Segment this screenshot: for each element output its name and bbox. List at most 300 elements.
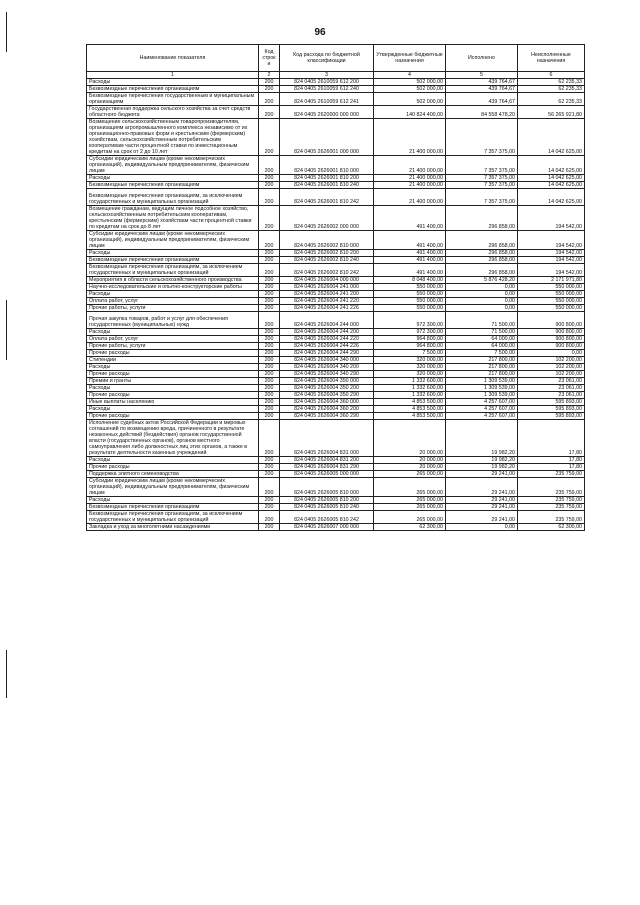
approved-amount: 265 000,00	[374, 504, 446, 511]
budget-code: 824 0405 2626004 000 000	[280, 277, 374, 284]
unexecuted-amount: 56 265 921,80	[518, 106, 585, 119]
unexecuted-amount: 102 200,00	[518, 364, 585, 371]
unexecuted-amount: 235 759,00	[518, 478, 585, 497]
table-row	[87, 277, 585, 284]
approved-amount: 972 300,00	[374, 329, 446, 336]
line-code: 200	[259, 291, 280, 298]
unexecuted-amount: 194 542,00	[518, 257, 585, 264]
table-row	[87, 206, 585, 231]
table-row	[87, 329, 585, 336]
line-code: 200	[259, 378, 280, 385]
executed-amount: 29 241,00	[446, 511, 518, 524]
approved-amount: 320 000,00	[374, 371, 446, 378]
executed-amount: 7 500,00	[446, 350, 518, 357]
approved-amount: 972 300,00	[374, 312, 446, 329]
unexecuted-amount: 62 300,00	[518, 524, 585, 531]
table-row	[87, 504, 585, 511]
line-code: 200	[259, 392, 280, 399]
budget-code: 824 0405 2626004 244 220	[280, 336, 374, 343]
line-code: 200	[259, 357, 280, 364]
table-row	[87, 364, 585, 371]
budget-code: 824 0405 2626004 340 200	[280, 364, 374, 371]
executed-amount: 296 858,00	[446, 231, 518, 250]
column-number: 3	[280, 72, 374, 79]
indicator-name: Прочие расходы	[87, 413, 259, 420]
unexecuted-amount: 23 061,00	[518, 392, 585, 399]
budget-code: 824 0405 2626007 000 000	[280, 524, 374, 531]
line-code: 200	[259, 478, 280, 497]
line-code: 200	[259, 399, 280, 406]
indicator-name: Прочие работы, услуги	[87, 343, 259, 350]
executed-amount: 439 764,67	[446, 86, 518, 93]
executed-amount: 439 764,67	[446, 79, 518, 86]
executed-amount: 29 241,00	[446, 497, 518, 504]
budget-code: 824 0405 2626004 241 000	[280, 284, 374, 291]
approved-amount: 21 400 000,00	[374, 175, 446, 182]
unexecuted-amount: 550 000,00	[518, 305, 585, 312]
approved-amount: 964 800,00	[374, 336, 446, 343]
table-row	[87, 406, 585, 413]
approved-amount: 1 332 600,00	[374, 392, 446, 399]
executed-amount: 7 357 375,00	[446, 156, 518, 175]
table-row	[87, 86, 585, 93]
table-row	[87, 298, 585, 305]
approved-amount: 265 000,00	[374, 478, 446, 497]
approved-amount: 21 400 000,00	[374, 182, 446, 189]
indicator-name: Стипендии	[87, 357, 259, 364]
line-code: 200	[259, 312, 280, 329]
line-code: 200	[259, 364, 280, 371]
indicator-name: Исполнение судебных актов Российской Федерации и мировых соглашений по возмещению вреда, причиненного в результате незаконных действий (бездействия) органов государственной власти (государственных органов), органов местного самоуправления либо должностных лиц этих органов, а также в результате деятельности казенных учреждений	[87, 420, 259, 457]
line-code: 200	[259, 464, 280, 471]
budget-code: 824 0405 2626005 810 242	[280, 511, 374, 524]
unexecuted-amount: 194 542,00	[518, 206, 585, 231]
approved-amount: 62 300,00	[374, 524, 446, 531]
table-row	[87, 478, 585, 497]
approved-amount: 21 400 000,00	[374, 189, 446, 206]
budget-code: 824 0405 2626001 810 000	[280, 156, 374, 175]
unexecuted-amount: 550 000,00	[518, 298, 585, 305]
margin-mark-top	[6, 12, 7, 52]
unexecuted-amount: 23 061,00	[518, 385, 585, 392]
executed-amount: 29 241,00	[446, 471, 518, 478]
table-row	[87, 305, 585, 312]
table-row	[87, 385, 585, 392]
approved-amount: 491 400,00	[374, 264, 446, 277]
table-row	[87, 175, 585, 182]
line-code: 200	[259, 420, 280, 457]
column-number: 1	[87, 72, 259, 79]
unexecuted-amount: 23 061,00	[518, 378, 585, 385]
indicator-name: Расходы	[87, 79, 259, 86]
line-code: 200	[259, 511, 280, 524]
indicator-name: Прочие работы, услуги	[87, 305, 259, 312]
line-code: 200	[259, 264, 280, 277]
table-row	[87, 182, 585, 189]
budget-code: 824 0405 2626004 831 200	[280, 457, 374, 464]
indicator-name: Расходы	[87, 364, 259, 371]
approved-amount: 265 000,00	[374, 497, 446, 504]
header-approved: Утвержденные бюджетные назначения	[374, 45, 446, 72]
line-code: 200	[259, 350, 280, 357]
indicator-name: Безвозмездные перечисления государственным и муниципальным организациям	[87, 93, 259, 106]
executed-amount: 217 800,00	[446, 357, 518, 364]
line-code: 200	[259, 156, 280, 175]
executed-amount: 71 500,00	[446, 329, 518, 336]
budget-code: 824 0405 2626002 810 200	[280, 250, 374, 257]
approved-amount: 502 000,00	[374, 79, 446, 86]
approved-amount: 491 400,00	[374, 206, 446, 231]
approved-amount: 502 000,00	[374, 93, 446, 106]
executed-amount: 296 858,00	[446, 250, 518, 257]
indicator-name: Расходы	[87, 406, 259, 413]
executed-amount: 64 000,00	[446, 343, 518, 350]
executed-amount: 4 257 607,00	[446, 399, 518, 406]
unexecuted-amount: 900 800,00	[518, 312, 585, 329]
header-name: Наименование показателя	[87, 45, 259, 72]
unexecuted-amount: 194 542,00	[518, 264, 585, 277]
unexecuted-amount: 550 000,00	[518, 284, 585, 291]
unexecuted-amount: 595 893,00	[518, 399, 585, 406]
column-number: 5	[446, 72, 518, 79]
budget-code: 824 0405 2626001 000 000	[280, 119, 374, 156]
table-row	[87, 156, 585, 175]
approved-amount: 550 000,00	[374, 305, 446, 312]
indicator-name: Оплата работ, услуг	[87, 298, 259, 305]
table-row	[87, 312, 585, 329]
table-row	[87, 284, 585, 291]
unexecuted-amount: 62 235,33	[518, 86, 585, 93]
line-code: 200	[259, 257, 280, 264]
table-row	[87, 413, 585, 420]
approved-amount: 550 000,00	[374, 291, 446, 298]
budget-code: 824 0405 2620000 000 000	[280, 106, 374, 119]
executed-amount: 0,00	[446, 284, 518, 291]
budget-code: 824 0405 2626004 360 290	[280, 413, 374, 420]
budget-code: 824 0405 2626001 810 240	[280, 182, 374, 189]
approved-amount: 20 000,00	[374, 457, 446, 464]
column-number: 4	[374, 72, 446, 79]
header-row	[87, 45, 585, 72]
approved-amount: 265 000,00	[374, 471, 446, 478]
executed-amount: 0,00	[446, 291, 518, 298]
budget-code: 824 0405 2626004 244 000	[280, 312, 374, 329]
table-row	[87, 93, 585, 106]
line-code: 200	[259, 504, 280, 511]
line-code: 200	[259, 93, 280, 106]
budget-code: 824 0405 2626002 810 242	[280, 264, 374, 277]
approved-amount: 502 000,00	[374, 86, 446, 93]
table-row	[87, 189, 585, 206]
executed-amount: 7 357 375,00	[446, 119, 518, 156]
unexecuted-amount: 14 042 625,00	[518, 156, 585, 175]
indicator-name: Субсидии юридическим лицам (кроме некоммерческих организаций), индивидуальным предпринимателям, физическим лицам	[87, 231, 259, 250]
executed-amount: 29 241,00	[446, 478, 518, 497]
table-row	[87, 378, 585, 385]
executed-amount: 84 558 478,20	[446, 106, 518, 119]
budget-code: 824 0405 2626005 810 200	[280, 497, 374, 504]
line-code: 200	[259, 336, 280, 343]
table-row	[87, 497, 585, 504]
indicator-name: Безвозмездные перечисления организациям, за исключением государственных и муниципальных организаций	[87, 189, 259, 206]
budget-code: 824 0405 2626005 000 000	[280, 471, 374, 478]
table-row	[87, 291, 585, 298]
budget-code: 824 0405 2626004 350 000	[280, 378, 374, 385]
budget-code: 824 0405 2626004 244 290	[280, 350, 374, 357]
table-row	[87, 336, 585, 343]
approved-amount: 1 332 600,00	[374, 385, 446, 392]
budget-code: 824 0405 2626004 831 000	[280, 420, 374, 457]
unexecuted-amount: 17,80	[518, 420, 585, 457]
table-row	[87, 524, 585, 531]
table-row	[87, 511, 585, 524]
budget-code: 824 0405 2626004 244 226	[280, 343, 374, 350]
unexecuted-amount: 14 042 625,00	[518, 182, 585, 189]
unexecuted-amount: 14 042 625,00	[518, 175, 585, 182]
budget-code: 824 0405 2626004 340 290	[280, 371, 374, 378]
indicator-name: Прочая закупка товаров, работ и услуг для обеспечения государственных (муниципальных) нужд	[87, 312, 259, 329]
approved-amount: 491 400,00	[374, 231, 446, 250]
table-row	[87, 357, 585, 364]
executed-amount: 19 982,20	[446, 420, 518, 457]
line-code: 200	[259, 298, 280, 305]
unexecuted-amount: 900 800,00	[518, 329, 585, 336]
unexecuted-amount: 14 042 625,00	[518, 119, 585, 156]
header-unexecuted: Неисполненные назначения	[518, 45, 585, 72]
table-row	[87, 264, 585, 277]
budget-code: 824 0405 2626004 241 220	[280, 298, 374, 305]
executed-amount: 7 357 375,00	[446, 175, 518, 182]
unexecuted-amount: 102 200,00	[518, 371, 585, 378]
line-code: 200	[259, 175, 280, 182]
executed-amount: 7 357 375,00	[446, 189, 518, 206]
table-row	[87, 392, 585, 399]
table-row	[87, 250, 585, 257]
line-code: 200	[259, 385, 280, 392]
unexecuted-amount: 235 759,00	[518, 511, 585, 524]
budget-code: 824 0405 2626004 241 200	[280, 291, 374, 298]
line-code: 200	[259, 457, 280, 464]
header-line-code: Код строк и	[259, 45, 280, 72]
approved-amount: 8 048 400,00	[374, 277, 446, 284]
budget-code: 824 0405 2610059 612 241	[280, 93, 374, 106]
executed-amount: 296 858,00	[446, 264, 518, 277]
line-code: 200	[259, 231, 280, 250]
unexecuted-amount: 14 042 625,00	[518, 189, 585, 206]
indicator-name: Безвозмездные перечисления организациям	[87, 257, 259, 264]
budget-code: 824 0405 2626004 360 200	[280, 406, 374, 413]
unexecuted-amount: 595 893,00	[518, 413, 585, 420]
table-row	[87, 343, 585, 350]
table-row	[87, 464, 585, 471]
table-row	[87, 119, 585, 156]
line-code: 200	[259, 371, 280, 378]
margin-mark-middle	[6, 300, 7, 360]
table-row	[87, 420, 585, 457]
indicator-name: Безвозмездные перечисления организациям	[87, 182, 259, 189]
budget-code: 824 0405 2626001 810 242	[280, 189, 374, 206]
approved-amount: 491 400,00	[374, 257, 446, 264]
approved-amount: 491 400,00	[374, 250, 446, 257]
column-number-row	[87, 72, 585, 79]
executed-amount: 296 858,00	[446, 206, 518, 231]
approved-amount: 550 000,00	[374, 284, 446, 291]
line-code: 200	[259, 406, 280, 413]
line-code: 200	[259, 305, 280, 312]
indicator-name: Субсидии юридическим лицам (кроме некоммерческих организаций), индивидуальным предпринимателям, физическим лицам	[87, 478, 259, 497]
executed-amount: 217 800,00	[446, 364, 518, 371]
line-code: 200	[259, 206, 280, 231]
approved-amount: 21 400 000,00	[374, 156, 446, 175]
indicator-name: Расходы	[87, 329, 259, 336]
indicator-name: Расходы	[87, 175, 259, 182]
table-row	[87, 257, 585, 264]
budget-code: 824 0405 2626004 241 226	[280, 305, 374, 312]
table-row	[87, 471, 585, 478]
budget-code: 824 0405 2626004 360 000	[280, 399, 374, 406]
indicator-name: Научно-исследовательские и опытно-конструкторские работы	[87, 284, 259, 291]
approved-amount: 1 332 600,00	[374, 378, 446, 385]
line-code: 200	[259, 106, 280, 119]
unexecuted-amount: 595 893,00	[518, 406, 585, 413]
budget-code: 824 0405 2626001 810 200	[280, 175, 374, 182]
table-row	[87, 399, 585, 406]
budget-code: 824 0405 2626004 340 000	[280, 357, 374, 364]
table-row	[87, 231, 585, 250]
unexecuted-amount: 102 200,00	[518, 357, 585, 364]
executed-amount: 4 257 607,00	[446, 413, 518, 420]
line-code: 200	[259, 119, 280, 156]
approved-amount: 20 000,00	[374, 464, 446, 471]
budget-code: 824 0405 2626004 244 200	[280, 329, 374, 336]
budget-code: 824 0405 2626002 000 000	[280, 206, 374, 231]
executed-amount: 64 000,00	[446, 336, 518, 343]
indicator-name: Государственная поддержка сельского хозяйства за счет средств областного бюджета	[87, 106, 259, 119]
executed-amount: 0,00	[446, 298, 518, 305]
budget-code: 824 0405 2626004 350 200	[280, 385, 374, 392]
indicator-name: Иные выплаты населению	[87, 399, 259, 406]
approved-amount: 265 000,00	[374, 511, 446, 524]
indicator-name: Безвозмездные перечисления организациям	[87, 504, 259, 511]
line-code: 200	[259, 524, 280, 531]
unexecuted-amount: 900 800,00	[518, 343, 585, 350]
column-number: 6	[518, 72, 585, 79]
indicator-name: Расходы	[87, 497, 259, 504]
approved-amount: 320 000,00	[374, 357, 446, 364]
budget-code: 824 0405 2610059 612 200	[280, 79, 374, 86]
line-code: 200	[259, 189, 280, 206]
indicator-name: Прочие расходы	[87, 464, 259, 471]
page-number: 96	[314, 27, 326, 38]
indicator-name: Субсидии юридическим лицам (кроме некоммерческих организаций), индивидуальным предпринимателям, физическим лицам	[87, 156, 259, 175]
line-code: 200	[259, 284, 280, 291]
table-row	[87, 457, 585, 464]
executed-amount: 1 309 539,00	[446, 378, 518, 385]
approved-amount: 964 800,00	[374, 343, 446, 350]
budget-code: 824 0405 2626004 350 290	[280, 392, 374, 399]
indicator-name: Закладка и уход за многолетними насаждениями	[87, 524, 259, 531]
indicator-name: Поддержка элитного семеноводства	[87, 471, 259, 478]
indicator-name: Возмещение гражданам, ведущим личное подсобное хозяйство, сельскохозяйственным потребительским кооперативам, крестьянским (фермерским) хозяйствам части процентной ставки по кредитам на срок до 8 лет	[87, 206, 259, 231]
line-code: 200	[259, 497, 280, 504]
indicator-name: Расходы	[87, 457, 259, 464]
unexecuted-amount: 2 171 971,80	[518, 277, 585, 284]
executed-amount: 19 982,20	[446, 464, 518, 471]
indicator-name: Оплата работ, услуг	[87, 336, 259, 343]
indicator-name: Безвозмездные перечисления организациям, за исключением государственных и муниципальных организаций	[87, 264, 259, 277]
executed-amount: 19 982,20	[446, 457, 518, 464]
line-code: 200	[259, 250, 280, 257]
table-row	[87, 350, 585, 357]
approved-amount: 20 000,00	[374, 420, 446, 457]
approved-amount: 4 853 500,00	[374, 406, 446, 413]
line-code: 200	[259, 413, 280, 420]
approved-amount: 320 000,00	[374, 364, 446, 371]
unexecuted-amount: 62 235,33	[518, 93, 585, 106]
unexecuted-amount: 62 235,33	[518, 79, 585, 86]
indicator-name: Безвозмездные перечисления организациям, за исключением государственных и муниципальных организаций	[87, 511, 259, 524]
indicator-name: Мероприятия в области сельскохозяйственного производства	[87, 277, 259, 284]
unexecuted-amount: 17,80	[518, 464, 585, 471]
budget-code: 824 0405 2626002 810 000	[280, 231, 374, 250]
unexecuted-amount: 194 542,00	[518, 231, 585, 250]
executed-amount: 5 876 428,20	[446, 277, 518, 284]
line-code: 200	[259, 343, 280, 350]
approved-amount: 550 000,00	[374, 298, 446, 305]
budget-execution-table	[86, 44, 585, 531]
header-executed: Исполнено	[446, 45, 518, 72]
line-code: 200	[259, 86, 280, 93]
approved-amount: 4 853 500,00	[374, 413, 446, 420]
indicator-name: Расходы	[87, 250, 259, 257]
indicator-name: Прочие расходы	[87, 371, 259, 378]
unexecuted-amount: 194 542,00	[518, 250, 585, 257]
table-row	[87, 371, 585, 378]
unexecuted-amount: 235 759,00	[518, 504, 585, 511]
indicator-name: Расходы	[87, 385, 259, 392]
table-row	[87, 106, 585, 119]
approved-amount: 140 824 400,00	[374, 106, 446, 119]
line-code: 200	[259, 277, 280, 284]
unexecuted-amount: 17,80	[518, 457, 585, 464]
executed-amount: 1 309 539,00	[446, 392, 518, 399]
table-row	[87, 79, 585, 86]
column-number: 2	[259, 72, 280, 79]
budget-code: 824 0405 2626005 810 000	[280, 478, 374, 497]
line-code: 200	[259, 182, 280, 189]
indicator-name: Возмещение сельскохозяйственным товаропроизводителям, организациям агропромышленного комплекса независимо от их организационно-правовых форм и крестьянским (фермерским) хозяйствам, сельскохозяйственным потребительским кооперативам части процентной ставки по инвестиционным кредитам на срок от 2 до 10 лет	[87, 119, 259, 156]
executed-amount: 71 500,00	[446, 312, 518, 329]
line-code: 200	[259, 79, 280, 86]
unexecuted-amount: 900 800,00	[518, 336, 585, 343]
executed-amount: 4 257 607,00	[446, 406, 518, 413]
budget-code: 824 0405 2610059 612 240	[280, 86, 374, 93]
line-code: 200	[259, 471, 280, 478]
unexecuted-amount: 550 000,00	[518, 291, 585, 298]
budget-code: 824 0405 2626005 810 240	[280, 504, 374, 511]
indicator-name: Расходы	[87, 291, 259, 298]
indicator-name: Безвозмездные перечисления организациям	[87, 86, 259, 93]
unexecuted-amount: 235 759,00	[518, 497, 585, 504]
line-code: 200	[259, 329, 280, 336]
executed-amount: 29 241,00	[446, 504, 518, 511]
approved-amount: 7 500,00	[374, 350, 446, 357]
header-budget-code: Код расхода по бюджетной классификации	[280, 45, 374, 72]
budget-code: 824 0405 2626004 831 290	[280, 464, 374, 471]
approved-amount: 21 400 000,00	[374, 119, 446, 156]
margin-mark-bottom	[6, 650, 7, 698]
indicator-name: Прочие расходы	[87, 350, 259, 357]
